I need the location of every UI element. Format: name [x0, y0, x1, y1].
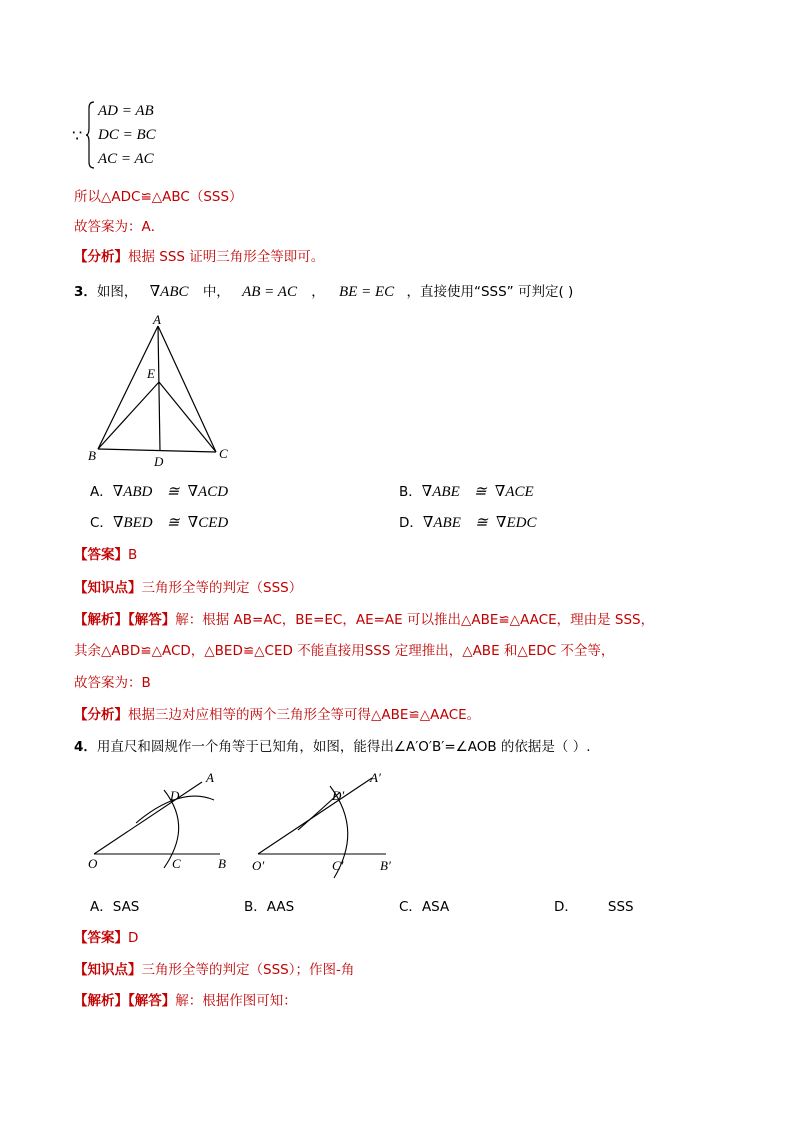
fig1-label-b: B — [218, 856, 226, 871]
segment-ab — [98, 326, 158, 449]
q3-knowledge — [74, 579, 302, 597]
q3-solution-line2: 其余△ABD≌△ACD，△BED≌△CED 不能直接用SSS 定理推出，△ABE 和△EDC 不全等， — [74, 643, 615, 659]
option-left: ∇ABE — [422, 515, 461, 531]
q3-option-b[interactable] — [399, 483, 534, 501]
fig1-label-o: O — [88, 856, 98, 871]
segment-ec — [159, 382, 216, 452]
segment-ac — [158, 326, 216, 452]
knowledge-value: 三角形全等的判定（SSS）；作图-角 — [141, 962, 355, 978]
q3-stem-prefix: 如图， — [96, 284, 138, 300]
ray-o2a2 — [258, 778, 372, 854]
q3-cond1: AB = AC — [242, 284, 297, 300]
option-right: ∇EDC — [496, 515, 537, 531]
option-left: ∇ABD — [112, 484, 153, 500]
q3-answer — [74, 546, 137, 564]
label-a: A — [153, 312, 161, 327]
q3-solution-line1 — [74, 611, 654, 629]
fig2-label-o: O′ — [252, 858, 265, 873]
option-letter: B． — [244, 899, 267, 915]
solution-text: 解：根据 AB=AC，BE=EC，AE=AE 可以推出△ABE≌△AACE，理由是 SSS， — [175, 612, 655, 628]
option-letter: D． — [554, 899, 578, 915]
q3-option-c[interactable] — [90, 514, 228, 532]
option-rel: ≅ — [166, 484, 180, 500]
knowledge-tag: 【知识点】 — [74, 962, 142, 978]
answer-tag: 【答案】 — [74, 930, 128, 946]
q3-cond2: BE = EC — [339, 284, 395, 300]
prev-conclusion: 所以△ADC≌△ABC（SSS） — [74, 189, 243, 205]
option-right: ∇CED — [187, 515, 229, 531]
option-left: ∇ABE — [421, 484, 460, 500]
fig2-label-a: A′ — [370, 770, 381, 785]
option-rel: ≅ — [474, 484, 487, 500]
option-letter: C． — [399, 899, 422, 915]
analysis-tag: 【分析】 — [74, 249, 128, 265]
left-brace — [86, 100, 96, 170]
segment-ad — [158, 326, 160, 451]
prev-answer: 故答案为：A． — [74, 219, 165, 235]
analysis-tag: 【分析】 — [74, 707, 128, 723]
option-letter: C． — [90, 515, 113, 531]
option-letter: B． — [399, 484, 422, 500]
q4-knowledge — [74, 961, 354, 979]
option-rel: ≅ — [166, 515, 180, 531]
answer-tag: 【答案】 — [74, 547, 128, 563]
label-d: D — [154, 454, 164, 469]
solution-tag: 【解析】【解答】 — [74, 612, 176, 628]
q4-stem-text: 用直尺和圆规作一个角等于已知角，如图，能得出∠A′O′B′=∠AOB 的依据是（ ）. — [96, 739, 591, 755]
option-right: ∇ACE — [494, 484, 534, 500]
solution-text: 解：根据作图可知： — [175, 993, 297, 1009]
q4-figure — [86, 768, 416, 883]
q4-solution — [74, 992, 297, 1010]
option-letter: A． — [90, 899, 113, 915]
ray-oa — [94, 782, 202, 854]
fig2-label-d: D′ — [332, 788, 345, 803]
q4-number: 4． — [74, 739, 97, 755]
option-text: SSS — [607, 899, 634, 915]
label-e: E — [147, 366, 155, 381]
option-text: ASA — [421, 899, 450, 915]
q3-option-d[interactable] — [399, 514, 537, 532]
because-symbol: ∵ — [72, 126, 83, 145]
option-text: AAS — [266, 899, 295, 915]
q4-option-d[interactable] — [554, 898, 634, 916]
system-eq-2: DC = BC — [98, 127, 156, 143]
q4-option-a[interactable] — [90, 898, 139, 916]
option-left: ∇BED — [112, 515, 153, 531]
fig1-label-a: A — [206, 770, 214, 785]
fig1-label-c: C — [172, 856, 181, 871]
label-b: B — [88, 448, 96, 463]
q4-stem — [74, 738, 591, 756]
system-eq-3: AC = AC — [98, 151, 154, 167]
prev-analysis — [74, 248, 324, 266]
fig2-label-b: B′ — [380, 858, 391, 873]
solution-tag: 【解析】【解答】 — [74, 993, 176, 1009]
segment-eb — [98, 382, 159, 449]
q4-option-c[interactable] — [399, 898, 449, 916]
option-text: SAS — [112, 899, 140, 915]
option-rel: ≅ — [475, 515, 488, 531]
option-right: ∇ACD — [187, 484, 229, 500]
knowledge-tag: 【知识点】 — [74, 580, 142, 596]
knowledge-value: 三角形全等的判定（SSS） — [141, 580, 303, 596]
q3-stem — [74, 283, 573, 301]
option-letter: D． — [399, 515, 423, 531]
q3-stem-suffix: ，直接使用“SSS” 可判定( ) — [406, 284, 574, 300]
option-letter: A． — [90, 484, 113, 500]
q3-number: 3． — [74, 284, 97, 300]
fig2-label-c: C′ — [332, 858, 344, 873]
q3-figure — [86, 312, 236, 472]
label-c: C — [219, 446, 228, 461]
q3-sep: ， — [311, 284, 325, 300]
q3-analysis — [74, 706, 480, 724]
q4-answer — [74, 929, 138, 947]
q4-option-b[interactable] — [244, 898, 294, 916]
system-eq-1: AD = AB — [98, 103, 154, 119]
analysis-text: 根据三边对应相等的两个三角形全等可得△ABE≌△AACE。 — [128, 707, 481, 723]
q3-stem-mid: 中， — [202, 284, 230, 300]
fig1-label-d: D — [170, 788, 180, 803]
answer-value: B — [128, 547, 138, 563]
q3-triangle: ∇ABC — [149, 284, 189, 300]
q3-option-a[interactable] — [90, 483, 228, 501]
q3-solution-line3: 故答案为：B — [74, 675, 151, 691]
analysis-text: 根据 SSS 证明三角形全等即可。 — [128, 249, 325, 265]
answer-value: D — [128, 930, 139, 946]
segment-bc — [98, 449, 216, 452]
